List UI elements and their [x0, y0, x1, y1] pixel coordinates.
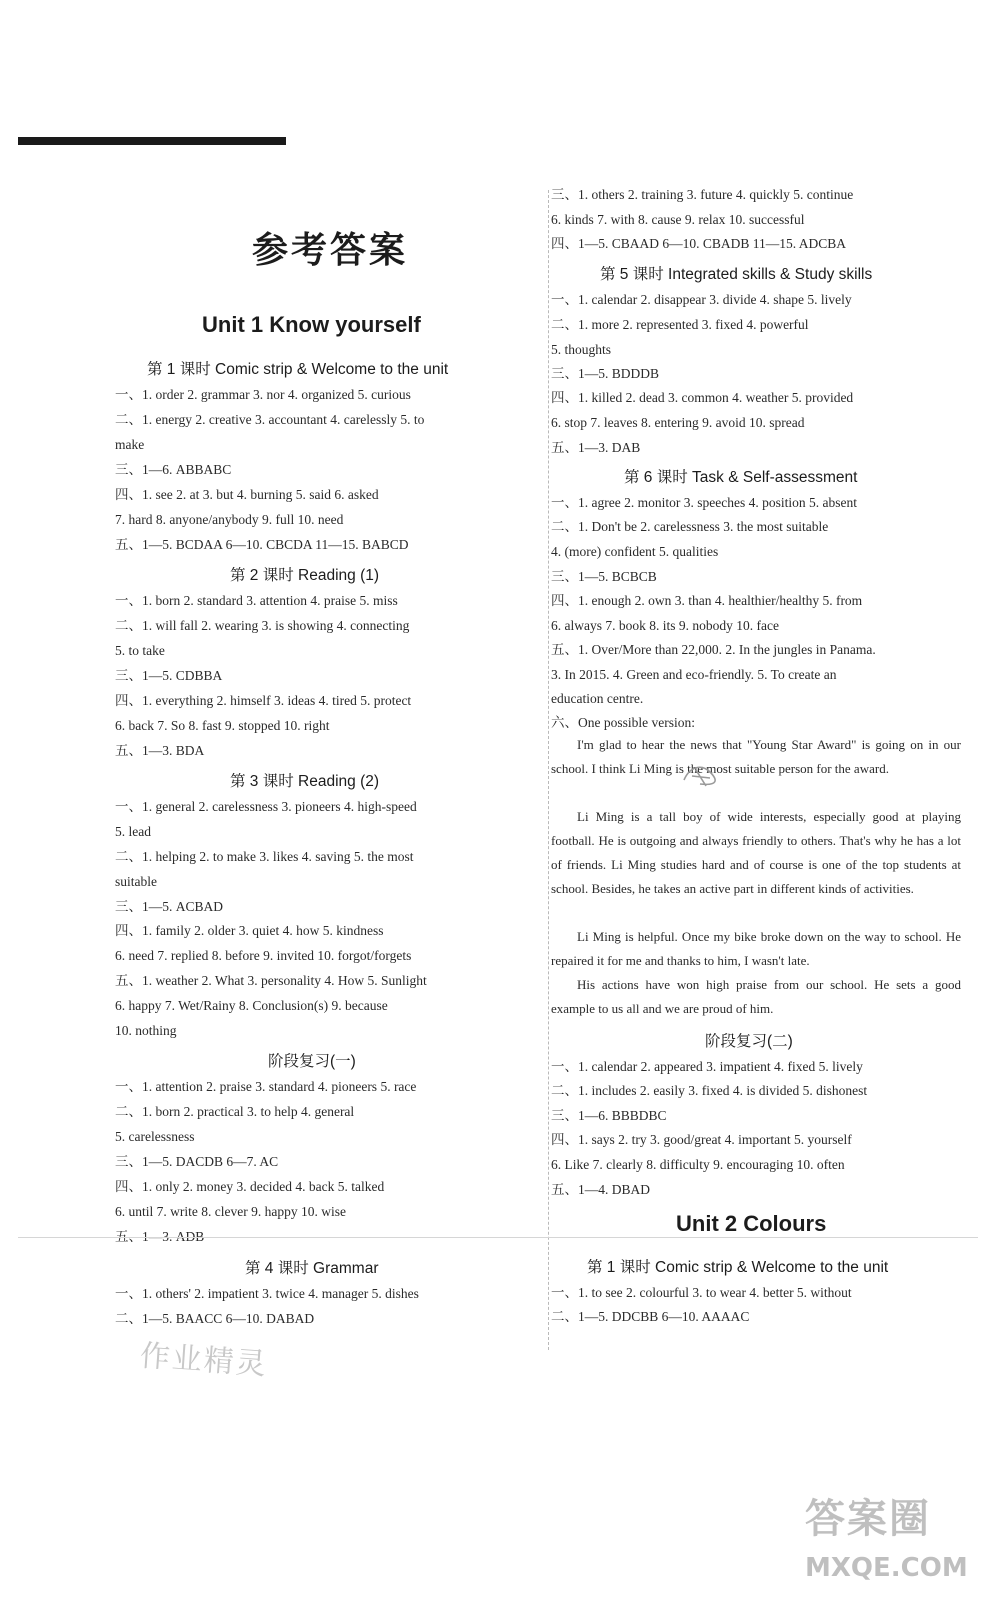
answer-line: 一、1. to see 2. colourful 3. to wear 4. better 5. without — [551, 1285, 852, 1300]
unit1-sec1-title: 第 1 课时 Comic strip & Welcome to the unit — [147, 361, 449, 378]
answer-line: 5. thoughts — [551, 342, 612, 357]
column-divider — [548, 190, 549, 1350]
answer-line: 四、1. says 2. try 3. good/great 4. important 5. yourself — [551, 1132, 852, 1147]
answer-line: 四、1. see 2. at 3. but 4. burning 5. said 6. asked — [115, 487, 379, 502]
answer-line: 二、1. more 2. represented 3. fixed 4. powerful — [551, 317, 809, 332]
answer-line: 6. always 7. book 8. its 9. nobody 10. face — [551, 618, 779, 633]
answer-line: 五、1. Over/More than 22,000. 2. In the jungles in Panama. — [551, 642, 876, 657]
answer-line: 一、1. others' 2. impatient 3. twice 4. manager 5. dishes — [115, 1286, 419, 1301]
answer-line: 二、1. Don't be 2. carelessness 3. the most suitable — [551, 519, 829, 534]
answer-line: 五、1—3. DAB — [551, 440, 641, 455]
essay-paragraph: His actions have won high praise from our school. He sets a good example to us all and we are proud of him. — [551, 977, 961, 1016]
answer-line: 一、1. calendar 2. disappear 3. divide 4. shape 5. lively — [551, 292, 852, 307]
answer-line: 6. until 7. write 8. clever 9. happy 10. wise — [115, 1204, 346, 1219]
unit1-sec3-title: 第 3 课时 Reading (2) — [230, 773, 380, 790]
answer-line: 6. back 7. So 8. fast 9. stopped 10. right — [115, 718, 330, 733]
watermark-url: MXQE.COM — [805, 1553, 968, 1583]
unit1-sec4-title: 第 4 课时 Grammar — [245, 1260, 379, 1277]
answer-line: 四、1. killed 2. dead 3. common 4. weather 5. provided — [551, 390, 854, 405]
answer-line: 三、1—5. BDDDB — [551, 366, 660, 381]
answer-line: suitable — [115, 874, 157, 889]
answer-line: 三、1—6. BBBDBC — [551, 1108, 667, 1123]
answer-line: 三、1. others 2. training 3. future 4. quickly 5. continue — [551, 187, 854, 202]
answer-line: 6. happy 7. Wet/Rainy 8. Conclusion(s) 9. because — [115, 998, 388, 1013]
answer-line: 四、1. family 2. older 3. quiet 4. how 5. kindness — [115, 923, 384, 938]
review2-title: 阶段复习(二) — [705, 1033, 793, 1050]
answer-line: 四、1. only 2. money 3. decided 4. back 5. talked — [115, 1179, 385, 1194]
answer-line: 二、1. helping 2. to make 3. likes 4. saving 5. the most — [115, 849, 414, 864]
answer-line: 三、1—5. ACBAD — [115, 899, 224, 914]
answer-line: 7. hard 8. anyone/anybody 9. full 10. need — [115, 512, 344, 527]
answer-line: 二、1. born 2. practical 3. to help 4. general — [115, 1104, 355, 1119]
answer-line: 5. carelessness — [115, 1129, 195, 1144]
answer-line: 5. lead — [115, 824, 151, 839]
answer-line: education centre. — [551, 691, 644, 706]
faint-horizontal-rule — [18, 1237, 978, 1238]
page-title: 参考答案 — [252, 229, 409, 271]
answer-line: 四、1—5. CBAAD 6—10. CBADB 11—15. ADCBA — [551, 236, 847, 251]
answer-line: 五、1—5. BCDAA 6—10. CBCDA 11—15. BABCD — [115, 537, 409, 552]
answer-line: 二、1. will fall 2. wearing 3. is showing 4. connecting — [115, 618, 410, 633]
scribble-mark-icon — [680, 758, 722, 792]
answer-line: 二、1. includes 2. easily 3. fixed 4. is divided 5. dishonest — [551, 1083, 868, 1098]
answer-line: 3. In 2015. 4. Green and eco-friendly. 5. To create an — [551, 667, 837, 682]
essay-paragraph: I'm glad to hear the news that "Young Star Award" is going on in our school. I think Li Ming is the most suitable person for the award. — [551, 737, 961, 776]
answer-line: 6. need 7. replied 8. before 9. invited 10. forgot/forgets — [115, 948, 412, 963]
answer-line: 三、1—5. BCBCB — [551, 569, 657, 584]
answer-line: 四、1. enough 2. own 3. than 4. healthier/healthy 5. from — [551, 593, 863, 608]
answer-line: 一、1. order 2. grammar 3. nor 4. organized 5. curious — [115, 387, 411, 402]
answer-line: 二、1. energy 2. creative 3. accountant 4. carelessly 5. to — [115, 412, 425, 427]
answer-line: 一、1. calendar 2. appeared 3. impatient 4. fixed 5. lively — [551, 1059, 863, 1074]
sec5-title: 第 5 课时 Integrated skills & Study skills — [600, 266, 873, 283]
unit1-title: Unit 1 Know yourself — [202, 312, 421, 337]
essay-paragraph: Li Ming is helpful. Once my bike broke down on the way to school. He repaired it for me and thanks to him, I wasn't late. — [551, 929, 961, 968]
unit2-title: Unit 2 Colours — [676, 1211, 827, 1236]
answer-line: 一、1. general 2. carelessness 3. pioneers 4. high-speed — [115, 799, 417, 814]
answer-line: 三、1—5. CDBBA — [115, 668, 223, 683]
answer-line: 五、1—3. BDA — [115, 743, 205, 758]
watermark-logo-text: 答案圈 — [805, 1496, 931, 1542]
answer-line: 六、One possible version: — [551, 715, 695, 730]
watermark-logo — [805, 1495, 985, 1600]
sec6-title: 第 6 课时 Task & Self-assessment — [624, 469, 858, 486]
unit1-sec2-title: 第 2 课时 Reading (1) — [230, 567, 380, 584]
answer-line: 一、1. born 2. standard 3. attention 4. praise 5. miss — [115, 593, 398, 608]
answer-line: 5. to take — [115, 643, 165, 658]
watermark-text: 作业精灵 — [138, 1338, 269, 1383]
answer-line: 五、1—3. ADB — [115, 1229, 205, 1244]
answer-line: 6. Like 7. clearly 8. difficulty 9. encouraging 10. often — [551, 1157, 845, 1172]
answer-line: 4. (more) confident 5. qualities — [551, 544, 719, 559]
answer-line: 6. kinds 7. with 8. cause 9. relax 10. successful — [551, 212, 805, 227]
answer-line: 二、1—5. BAACC 6—10. DABAD — [115, 1311, 315, 1326]
answer-line: 五、1—4. DBAD — [551, 1182, 651, 1197]
answer-line: 三、1—5. DACDB 6—7. AC — [115, 1154, 279, 1169]
unit2-sec1-title: 第 1 课时 Comic strip & Welcome to the unit — [587, 1259, 889, 1276]
answer-line: 10. nothing — [115, 1023, 177, 1038]
essay-paragraph: Li Ming is a tall boy of wide interests, especially good at playing football. He is outgoing and always friendly to others. That's why he has a lot of friends. Li Ming studies hard and of course is one of the top students at school. Besides, he takes an active part in different kinds of activities. — [551, 809, 961, 896]
answer-line: make — [115, 437, 145, 452]
answer-line: 二、1—5. DDCBB 6—10. AAAAC — [551, 1309, 750, 1324]
answer-line: 6. stop 7. leaves 8. entering 9. avoid 10. spread — [551, 415, 805, 430]
review1-title: 阶段复习(一) — [268, 1053, 356, 1070]
answer-line: 三、1—6. ABBABC — [115, 462, 232, 477]
top-decorative-bar — [18, 137, 286, 145]
answer-line: 一、1. attention 2. praise 3. standard 4. pioneers 5. race — [115, 1079, 417, 1094]
answer-line: 五、1. weather 2. What 3. personality 4. How 5. Sunlight — [115, 973, 427, 988]
answer-line: 一、1. agree 2. monitor 3. speeches 4. position 5. absent — [551, 495, 857, 510]
answer-line: 四、1. everything 2. himself 3. ideas 4. tired 5. protect — [115, 693, 412, 708]
